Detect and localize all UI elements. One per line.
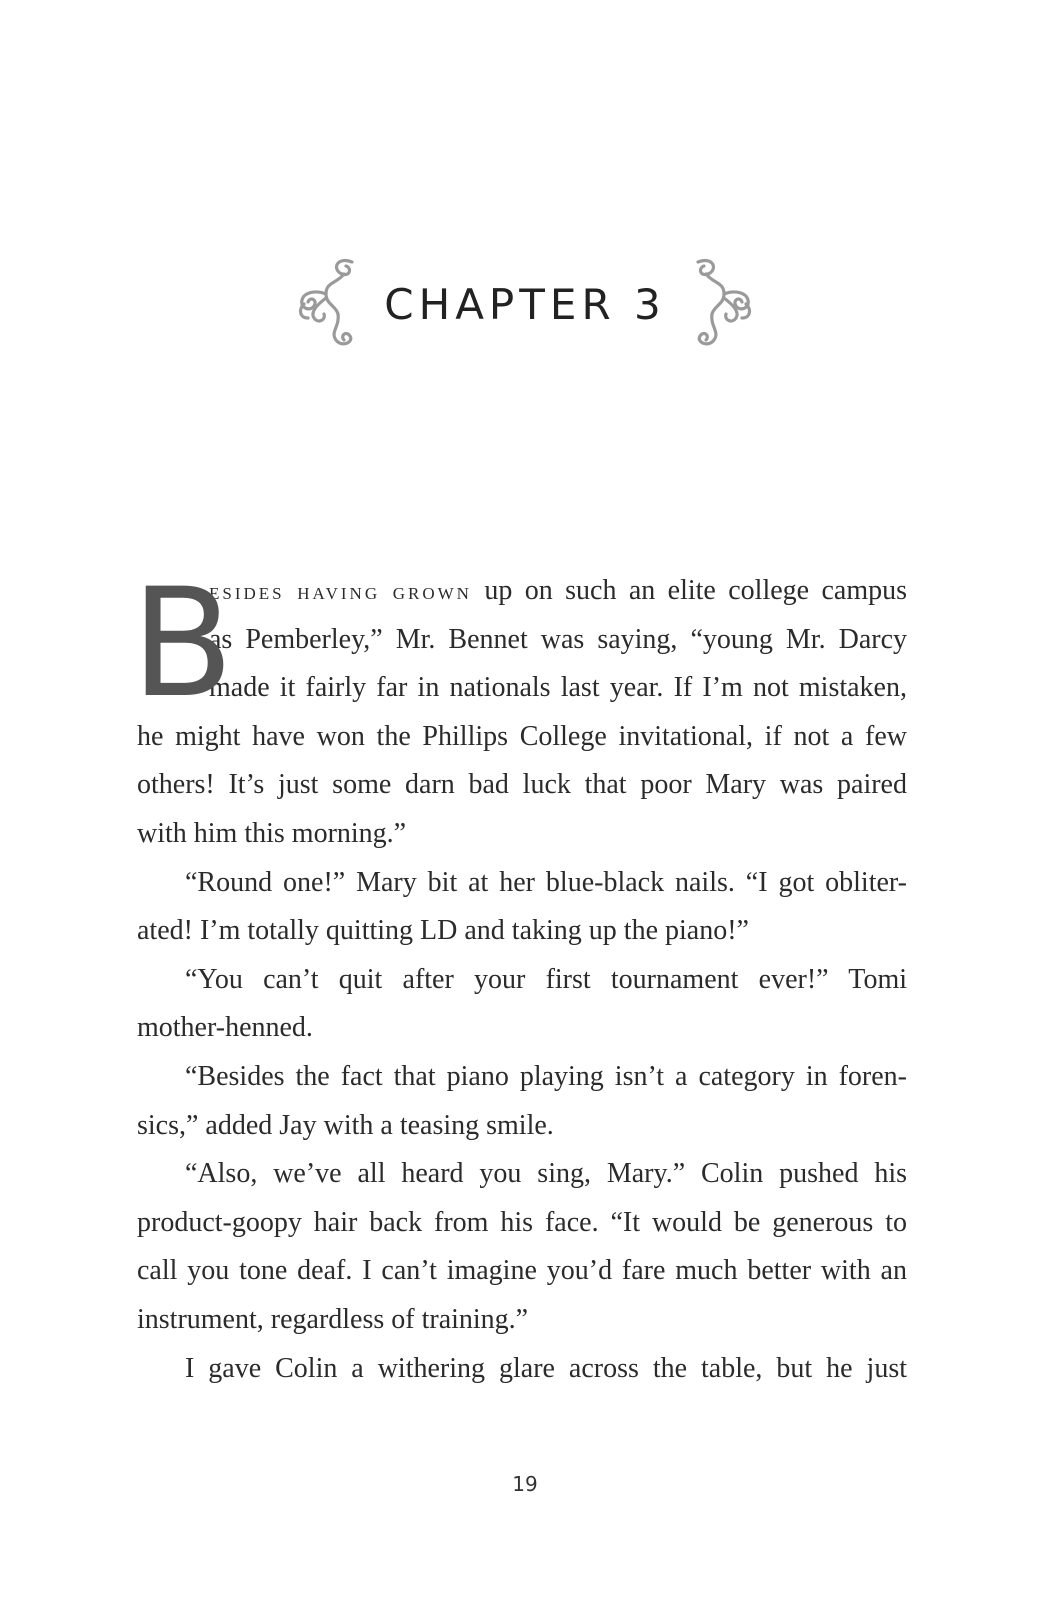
text-line <box>137 567 907 616</box>
text-line: “Round one!” Mary bit at her blue-black nails. “I got obliter- <box>185 866 907 898</box>
text-line: mother-henned. <box>137 1012 313 1044</box>
text-line: instrument, regardless of training.” <box>137 1303 529 1335</box>
text-line: call you tone deaf. I can’t imagine you’d fare much better with an <box>137 1255 907 1287</box>
page-number: 19 <box>512 1472 538 1496</box>
text-line: he might have won the Phillips College invitational, if not a few <box>137 720 907 752</box>
text-line: I gave Colin a withering glare across the table, but he just <box>185 1352 907 1384</box>
text-line: product-goopy hair back from his face. “It would be generous to <box>137 1206 907 1238</box>
text-line: “Also, we’ve all heard you sing, Mary.” Colin pushed his <box>185 1158 907 1190</box>
flourish-ornament-icon <box>296 254 358 352</box>
text-line: “You can’t quit after your first tournament ever!” Tomi <box>185 963 907 995</box>
text-line: made it fairly far in nationals last year. If I’m not mistaken, <box>209 672 907 704</box>
text-line: as Pemberley,” Mr. Bennet was saying, “young Mr. Darcy <box>209 623 907 655</box>
opening-small-caps: ESIDES HAVING GROWN <box>209 584 472 603</box>
chapter-title: CHAPTER 3 <box>384 280 666 329</box>
flourish-ornament-icon <box>692 254 754 352</box>
drop-cap: B <box>131 557 234 731</box>
text-line: ated! I’m totally quitting LD and taking up the piano!” <box>137 915 749 947</box>
chapter-body-text <box>131 557 907 1393</box>
text-line: others! It’s just some darn bad luck that poor Mary was paired <box>137 769 907 801</box>
chapter-heading <box>0 248 1050 358</box>
text-line: with him this morning.” <box>137 817 407 849</box>
text-line-content: up on such an elite college campus <box>471 575 907 606</box>
text-line: “Besides the fact that piano playing isn’t a category in foren- <box>185 1060 907 1092</box>
text-line: sics,” added Jay with a teasing smile. <box>137 1109 554 1141</box>
